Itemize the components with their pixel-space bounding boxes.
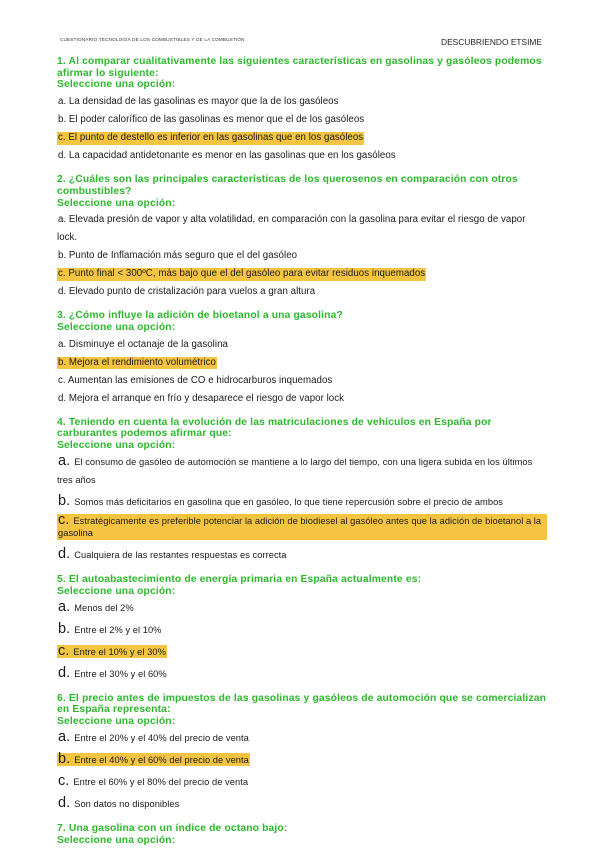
option-text: Menos del 2% <box>74 602 134 613</box>
option-letter: c. <box>58 642 70 659</box>
question-title: 5. El autoabastecimiento de energía primaria en España actualmente es: <box>57 574 422 586</box>
option-letter: a. <box>58 598 71 615</box>
answer-option: b. Punto de Inflamación más seguro que el del gasóleo <box>58 250 298 262</box>
select-option-label: Seleccione una opción: <box>57 79 176 91</box>
option-letter: d. <box>58 546 71 563</box>
option-letter: d. <box>58 664 71 681</box>
question-title: 3. ¿Cómo influye la adición de bioetanol a una gasolina? <box>57 310 343 322</box>
option-text: Entre el 40% y el 60% del precio de venta <box>74 754 249 765</box>
option-letter: d. <box>58 794 71 811</box>
option-text: Cualquiera de las restantes respuestas es correcta <box>74 550 287 561</box>
question-title: 4. Teniendo en cuenta la evolución de las matriculaciones de vehículos en España por carburantes podemos afirmar que: <box>57 416 492 440</box>
answer-option: b. El poder calorífico de las gasolinas es menor que el de los gasóleos <box>58 114 365 126</box>
option-letter: c. <box>58 511 70 528</box>
answer-option: d. La capacidad antidetonante es menor en las gasolinas que en los gasóleos <box>58 150 396 162</box>
answer-option-highlighted: c. Punto final < 300ºC, más bajo que el del gasóleo para evitar residuos inquemados <box>58 268 426 280</box>
question-title: 7. Una gasolina con un índice de octano bajo: <box>57 822 288 834</box>
option-text: Entre el 2% y el 10% <box>74 624 162 635</box>
question-2 <box>57 174 547 299</box>
option-text: Entre el 30% y el 60% <box>74 668 167 679</box>
select-option-label: Seleccione una opción: <box>57 834 176 846</box>
question-title: 2. ¿Cuáles son las principales características de los querosenos en comparación con otros combustibles? <box>57 174 518 197</box>
question-7 <box>57 823 547 846</box>
option-text: Entre el 60% y el 80% del precio de venta <box>73 776 249 787</box>
answer-option <box>57 452 533 485</box>
select-option-label: Seleccione una opción: <box>57 586 176 598</box>
answer-option: d. Mejora el arranque en frío y desaparece el riesgo de vapor lock <box>58 392 345 404</box>
question-4 <box>57 417 547 564</box>
question-1 <box>57 56 547 163</box>
select-option-label: Seleccione una opción: <box>57 197 176 209</box>
document-header-right: DESCUBRIENDO ETSIME <box>441 37 542 47</box>
option-letter: a. <box>58 452 71 469</box>
option-text: Entre el 20% y el 40% del precio de venta <box>74 732 249 743</box>
question-title: 1. Al comparar cualitativamente las siguientes características en gasolinas y gasóleos podemos afirmar lo siguiente: <box>57 56 542 79</box>
answer-option <box>57 772 249 789</box>
answer-option: d. Elevado punto de cristalización para vuelos a gran altura <box>58 286 316 298</box>
answer-option: a. La densidad de las gasolinas es mayor que la de los gasóleos <box>58 96 339 108</box>
answer-option-highlighted <box>57 750 250 767</box>
question-3 <box>57 310 547 405</box>
answer-option-highlighted <box>57 642 167 659</box>
answer-option <box>57 620 163 637</box>
answer-option: a. Disminuye el octanaje de la gasolina <box>58 338 228 350</box>
answer-option-highlighted: b. Mejora el rendimiento volumétrico <box>58 356 216 368</box>
option-letter: a. <box>58 728 71 745</box>
question-title: 6. El precio antes de impuestos de las gasolinas y gasóleos de automoción que se comercializan en España representa: <box>57 692 547 716</box>
select-option-label: Seleccione una opción: <box>57 440 176 452</box>
select-option-label: Seleccione una opción: <box>57 716 176 728</box>
answer-option <box>57 492 504 509</box>
question-6 <box>57 693 547 812</box>
answer-option <box>57 728 250 745</box>
option-text: Entre el 10% y el 30% <box>73 646 166 657</box>
questionnaire <box>57 56 547 857</box>
answer-option-highlighted: c. El punto de destello es inferior en las gasolinas que en los gasóleos <box>58 132 364 144</box>
answer-option: c. Aumentan las emisiones de CO e hidrocarburos inquemados <box>58 374 333 386</box>
document-header-left: CUESTIONARIO TECNOLOGÍA DE LOS COMBUSTIBLES Y DE LA COMBUSTIÓN <box>60 37 245 42</box>
option-text: Somos más deficitarios en gasolina que en gasóleo, lo que tiene repercusión sobre el precio de ambos <box>74 496 503 507</box>
option-letter: b. <box>58 750 71 767</box>
option-text: El consumo de gasóleo de automoción se mantiene a lo largo del tiempo, con una ligera subida en los últimos tres años <box>57 456 533 485</box>
answer-option-highlighted <box>57 511 547 540</box>
question-5 <box>57 574 547 681</box>
select-option-label: Seleccione una opción: <box>57 321 176 333</box>
answer-option <box>57 664 168 681</box>
answer-option <box>57 794 180 811</box>
option-letter: b. <box>58 492 71 509</box>
option-text: Son datos no disponibles <box>74 798 180 809</box>
option-letter: b. <box>58 620 71 637</box>
answer-option: a. Elevada presión de vapor y alta volatilidad, en comparación con la gasolina para evitar el riesgo de vapor lock. <box>57 214 526 244</box>
answer-option <box>57 598 135 615</box>
option-letter: c. <box>58 772 70 789</box>
answer-option <box>57 546 288 563</box>
option-text: Estratégicamente es preferible potenciar la adición de biodiesel al gasóleo antes que la adición de bioetanol a la gasolina <box>58 515 542 539</box>
